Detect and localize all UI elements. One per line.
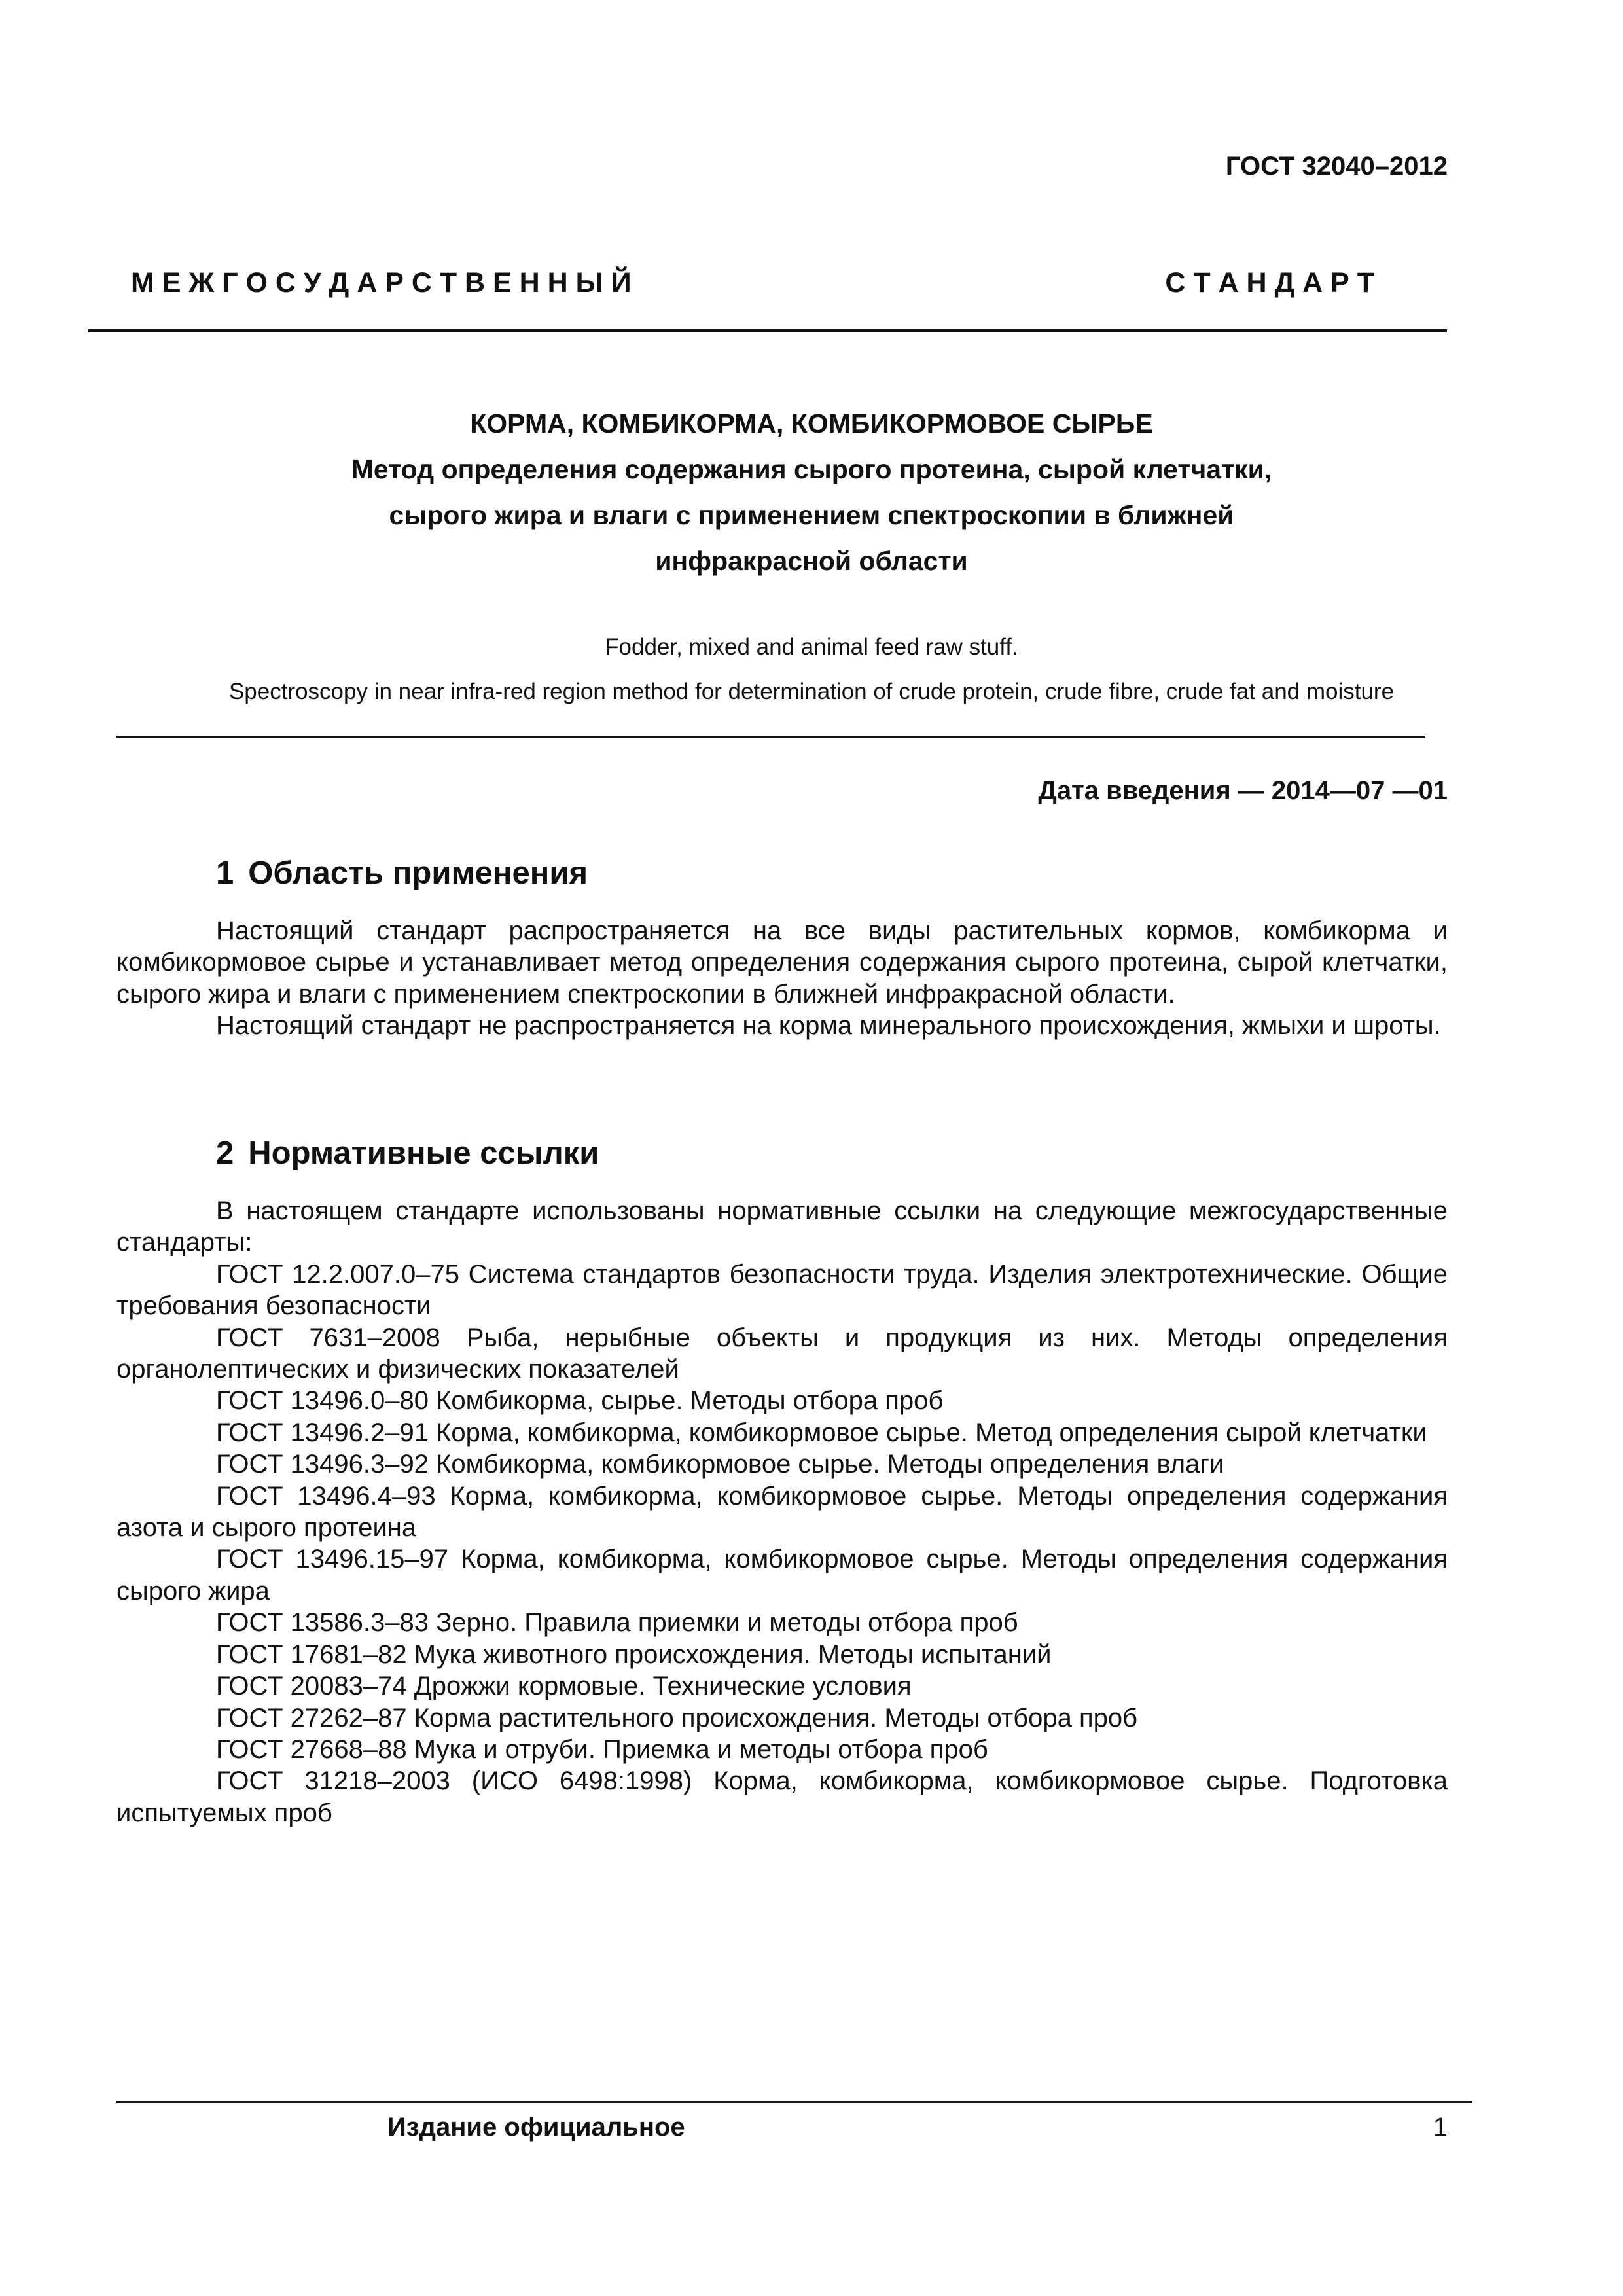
title-russian bbox=[0, 401, 1623, 584]
section-1-number: 1 bbox=[216, 855, 234, 891]
document-id: ГОСТ 32040–2012 bbox=[1225, 152, 1448, 181]
section-2-body bbox=[116, 1195, 1448, 1829]
section-1-paragraph: Настоящий стандарт не распространяется на корма минерального происхождения, жмыхи и шроты. bbox=[216, 1011, 1441, 1041]
edition-label: Издание официальное bbox=[387, 2113, 685, 2142]
banner-word-standard: С Т А Н Д А Р Т bbox=[1165, 267, 1374, 298]
title-ru-line-1: КОРМА, КОМБИКОРМА, КОМБИКОРМОВОЕ СЫРЬЕ bbox=[470, 408, 1153, 439]
reference-item: ГОСТ 27262–87 Корма растительного происхождения. Методы отбора проб bbox=[216, 1703, 1138, 1732]
banner-word-interstate: М Е Ж Г О С У Д А Р С Т В Е Н Н Ы Й bbox=[131, 267, 632, 298]
reference-item: ГОСТ 12.2.007.0–75 Система стандартов безопасности труда. Изделия электротехнические. Общие требования безопасности bbox=[116, 1259, 1448, 1321]
section-2-heading bbox=[216, 1135, 599, 1172]
title-english bbox=[0, 625, 1623, 714]
section-2-title: Нормативные ссылки bbox=[248, 1136, 599, 1171]
reference-item: ГОСТ 13496.15–97 Корма, комбикорма, комбикормовое сырье. Методы определения содержания сырого жира bbox=[116, 1545, 1448, 1605]
section-1-title: Область применения bbox=[248, 855, 588, 891]
reference-item: ГОСТ 13586.3–83 Зерно. Правила приемки и методы отбора проб bbox=[216, 1608, 1018, 1638]
reference-item: ГОСТ 13496.4–93 Корма, комбикорма, комбикормовое сырье. Методы определения содержания азота и сырого протеина bbox=[116, 1481, 1448, 1543]
title-en-line-2: Spectroscopy in near infra-red region method for determination of crude protein, crude fibre, crude fat and moisture bbox=[228, 679, 1395, 704]
reference-item: ГОСТ 17681–82 Мука животного происхождения. Методы испытаний bbox=[216, 1640, 1052, 1669]
header-rule bbox=[88, 329, 1447, 332]
introduction-date: Дата введения — 2014—07 —01 bbox=[1038, 776, 1448, 805]
section-2-number: 2 bbox=[216, 1136, 234, 1171]
reference-item: ГОСТ 13496.3–92 Комбикорма, комбикормовое сырье. Методы определения влаги bbox=[216, 1450, 1224, 1479]
reference-item: ГОСТ 7631–2008 Рыба, нерыбные объекты и продукция из них. Методы определения органолептических и физических показателей bbox=[116, 1323, 1448, 1384]
section-1-body bbox=[116, 915, 1448, 1042]
title-ru-line-2: Метод определения содержания сырого протеина, сырой клетчатки, bbox=[351, 454, 1272, 484]
reference-item: ГОСТ 31218–2003 (ИСО 6498:1998) Корма, комбикорма, комбикормовое сырье. Подготовка испытуемых проб bbox=[116, 1767, 1448, 1827]
title-rule bbox=[116, 736, 1425, 738]
reference-item: ГОСТ 13496.2–91 Корма, комбикорма, комбикормовое сырье. Метод определения сырой клетчатки bbox=[216, 1418, 1427, 1447]
standard-banner bbox=[131, 267, 1374, 299]
page-number: 1 bbox=[1433, 2113, 1448, 2142]
title-ru-line-4: инфракрасной области bbox=[655, 546, 968, 576]
title-en-line-1: Fodder, mixed and animal feed raw stuff. bbox=[605, 634, 1018, 660]
section-2-paragraph: В настоящем стандарте использованы нормативные ссылки на следующие межгосударственные стандарты: bbox=[116, 1196, 1448, 1257]
reference-item: ГОСТ 13496.0–80 Комбикорма, сырье. Методы отбора проб bbox=[216, 1386, 944, 1416]
title-ru-line-3: сырого жира и влаги с применением спектроскопии в ближней bbox=[389, 500, 1234, 530]
footer-rule bbox=[116, 2101, 1472, 2103]
section-1-heading bbox=[216, 855, 588, 891]
reference-item: ГОСТ 20083–74 Дрожжи кормовые. Технические условия bbox=[216, 1672, 912, 1701]
section-1-paragraph: Настоящий стандарт распространяется на все виды растительных кормов, комбикорма и комбикормовое сырье и устанавливает метод определения содержания сырого протеина, сырой клетчатки, сырого жира и влаги с применением спектроскопии в ближней инфракрасной области. bbox=[116, 916, 1448, 1009]
reference-item: ГОСТ 27668–88 Мука и отруби. Приемка и методы отбора проб bbox=[216, 1734, 988, 1764]
